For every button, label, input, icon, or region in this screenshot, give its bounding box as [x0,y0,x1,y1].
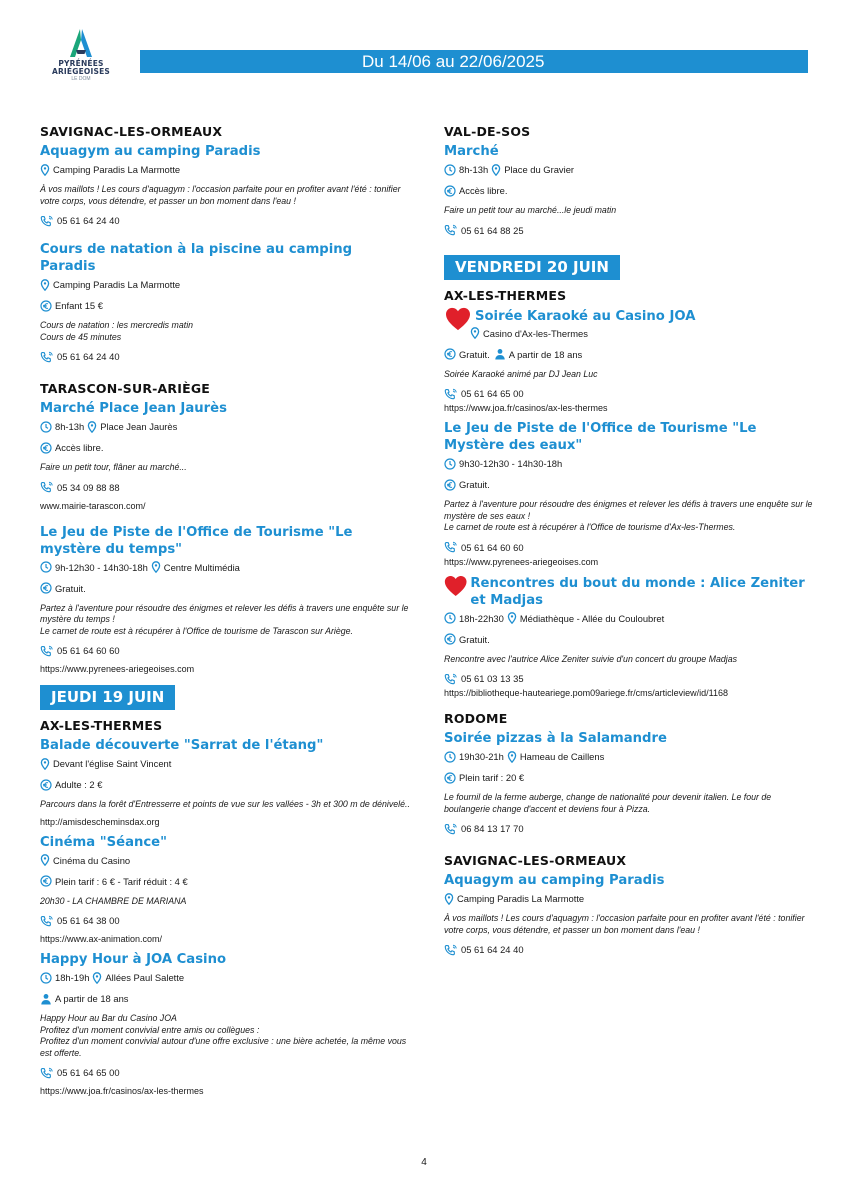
phone-icon [444,541,458,553]
event-description [40,1013,412,1059]
event-location [40,757,412,770]
event-link[interactable]: https://www.joa.fr/casinos/ax-les-thermes [40,1086,204,1096]
event-link[interactable]: http://amisdescheminsdax.org [40,816,160,827]
event-time-location [40,971,412,984]
event-title: Happy Hour à JOA Casino [40,952,227,967]
location-pin-icon [87,421,97,433]
event-description: Le fournil de la ferme auberge, change de nationalité pour devenir italien. Le four de boulangerie change d'accent et deviens four à Pizza. [444,792,772,814]
phone-text: 06 84 13 17 70 [461,823,524,834]
day-heading: JEUDI 19 JUIN [40,685,175,710]
event-link[interactable]: https://www.pyrenees-ariegeoises.com [40,664,195,674]
logo-mark-icon [67,28,95,60]
event-time [444,457,814,470]
location-pin-icon [470,327,480,339]
event-title: Cinéma "Séance" [40,834,167,850]
phone-icon [40,915,54,927]
day-heading: VENDREDI 20 JUIN [444,255,620,280]
clock-icon [444,751,456,763]
location-pin-icon [491,164,501,176]
phone-text: 05 61 64 24 40 [57,215,120,226]
phone-icon [40,215,54,227]
location-text: Place du Gravier [504,164,575,175]
phone-icon [40,351,54,363]
time-text: 18h-19h [55,972,90,983]
event-description: Faire un petit tour, flâner au marché... [40,462,187,472]
price-text: Gratuit. [459,633,490,645]
location-pin-icon [40,854,50,866]
phone-text: 05 61 64 60 60 [461,541,524,553]
event-description [40,320,412,343]
event-price-age [444,348,814,361]
event-description: Rencontre avec l'autrice Alice Zeniter suivie d'un concert du groupe Madjas [444,653,737,664]
phone-text: 05 61 64 24 40 [57,351,120,362]
description-line: Le carnet de route est à récupérer à l'Office de tourisme de Tarascon sur Ariège. [40,625,353,636]
location-pin-icon [40,164,50,176]
clock-icon [444,164,456,176]
event-location [444,892,814,905]
time-text: 9h30-12h30 - 14h30-18h [459,458,563,469]
event-title: Marché [444,144,499,159]
phone-icon [40,481,54,493]
price-text: Plein tarif : 20 € [459,772,525,783]
price-text: Plein tarif : 6 € - Tarif réduit : 4 € [55,875,188,887]
event-price [40,582,412,595]
time-text: 8h-13h [55,421,85,432]
event-price [40,441,412,454]
description-line: Le carnet de route est à récupérer à l'Office de tourisme d'Ax-les-Thermes. [444,522,736,532]
event-title: Cours de natation à la piscine au camping Paradis [40,242,353,274]
location-text: Médiathèque - Allée du Couloubret [519,612,665,624]
phone-text: 05 34 09 88 88 [57,481,120,493]
euro-icon [40,442,52,454]
event-price [40,299,412,312]
clock-icon [40,421,52,433]
clock-icon [40,972,52,984]
location-text: Devant l'église Saint Vincent [53,758,172,769]
price-text: Adulte : 2 € [55,779,103,790]
event-price [444,184,814,197]
event-title: Marché Place Jean Jaurès [40,401,227,416]
event-time-location [444,163,814,176]
date-range-banner: Du 14/06 au 22/06/2025 [140,50,808,73]
description-line: Happy Hour au Bar du Casino JOA [40,1013,177,1023]
description-line: Partez à l'aventure pour résoudre des énigmes et relever les défis à travers une enquête sur le mystère de ses eaux ! [444,499,813,521]
phone-icon [444,388,458,400]
event-title: Le Jeu de Piste de l'Office de Tourisme "Le Mystère des eaux" [444,421,757,453]
event-description [40,603,412,638]
event-price [40,875,412,888]
phone-icon [444,944,458,956]
event-title: Soirée Karaoké au Casino JOA [475,308,696,324]
description-line: Profitez d'un moment convivial entre amis ou collègues : [40,1024,260,1035]
event-price [444,771,814,784]
event-title: Balade découverte "Sarrat de l'étang" [40,738,324,753]
phone-text: 05 61 64 24 40 [461,944,524,955]
location-text: Cinéma du Casino [53,854,131,866]
event-title: Rencontres du bout du monde : Alice Zeniter et Madjas [470,575,805,608]
event-price [444,633,814,646]
heart-icon [444,574,467,598]
location-text: Casino d'Ax-les-Thermes [483,327,588,339]
location-pin-icon [40,279,50,291]
event-phone [40,350,412,363]
event-description: Parcours dans la forêt d'Entresserre et points de vue sur les vallées - 3h et 300 m de dénivelé.. [40,799,410,809]
person-icon [494,348,506,360]
right-column [444,124,814,964]
time-text: 18h-22h30 [459,612,504,624]
event-description: 20h30 - LA CHAMBRE DE MARIANA [40,895,187,906]
event-phone [40,481,412,494]
event-phone [444,943,814,956]
event-phone [444,224,814,237]
phone-text: 05 61 64 65 00 [57,1067,120,1078]
event-location [40,278,412,291]
description-line: Cours de natation : les mercredis matin [40,320,194,330]
price-text: Gratuit. [55,582,86,594]
description-line: Partez à l'aventure pour résoudre des énigmes et relever les défis à travers une enquête sur le mystère du temps ! [40,602,409,624]
euro-icon [444,479,456,491]
euro-icon [40,779,52,791]
event-title: Soirée pizzas à la Salamandre [444,731,667,746]
phone-icon [444,673,458,685]
event-description [444,499,814,534]
event-location [40,854,412,867]
town-heading: AX-LES-THERMES [444,287,567,303]
event-location [40,163,412,176]
location-text: Centre Multimédia [163,561,240,573]
phone-icon [444,823,458,835]
location-pin-icon [40,758,50,770]
event-price [40,778,412,791]
euro-icon [444,348,456,360]
phone-text: 05 61 64 60 60 [57,645,120,656]
euro-icon [444,633,456,645]
location-pin-icon [507,612,517,624]
event-phone [40,1066,412,1079]
location-text: Camping Paradis La Marmotte [53,164,181,175]
euro-icon [444,185,456,197]
event-location [444,327,814,340]
event-phone [40,914,412,927]
event-time-location [40,561,412,574]
location-text: Allées Paul Salette [105,972,185,983]
event-time-location [40,420,412,433]
clock-icon [444,612,456,624]
clock-icon [444,458,456,470]
brand-logo [46,28,116,83]
phone-text: 05 61 03 13 35 [461,673,524,684]
event-phone [444,672,814,685]
location-text: Camping Paradis La Marmotte [457,893,585,904]
price-text: Gratuit. [459,479,490,490]
event-price [444,478,814,491]
town-heading: TARASCON-SUR-ARIÈGE [40,381,211,396]
event-description: À vos maillots ! Les cours d'aquagym : l'occasion parfaite pour en profiter avant l'été : tonifier votre corps, vous détendre, et passer un bon moment dans l'eau ! [40,184,401,206]
phone-icon [40,645,54,657]
event-link[interactable]: www.mairie-tarascon.com/ [40,500,146,511]
town-heading: SAVIGNAC-LES-ORMEAUX [40,124,223,139]
price-text: Accès libre. [55,442,104,453]
event-age [40,992,412,1005]
price-text: Enfant 15 € [55,300,103,311]
phone-icon [444,224,458,236]
left-column [40,124,412,1103]
location-text: Hameau de Caillens [519,751,605,762]
event-title: Aquagym au camping Paradis [444,873,665,888]
event-description: Soirée Karaoké animé par DJ Jean Luc [444,368,598,379]
location-text: Camping Paradis La Marmotte [53,279,181,290]
location-pin-icon [507,751,517,763]
description-line: Profitez d'un moment convivial autour d'une offre exclusive : une bière achetée, la même vous est offerte. [40,1036,407,1058]
location-pin-icon [444,893,454,905]
favorite-event-title [444,574,814,612]
event-link[interactable]: https://www.ax-animation.com/ [40,934,163,944]
euro-icon [40,875,52,887]
event-time-location [444,612,814,625]
description-line: Cours de 45 minutes [40,331,122,342]
event-link[interactable]: https://www.joa.fr/casinos/ax-les-thermes [444,403,608,413]
age-text: A partir de 18 ans [508,348,583,360]
event-phone [40,214,412,227]
phone-text: 05 61 64 38 00 [57,915,120,926]
price-text: Gratuit. [459,348,490,360]
town-heading: VAL-DE-SOS [444,124,531,139]
logo-text-line3: LE DOM [71,76,91,82]
logo-text-line1: PYRÉNÉES [58,59,104,68]
time-text: 9h-12h30 - 14h30-18h [55,561,148,573]
location-pin-icon [151,561,161,573]
event-link[interactable]: https://bibliotheque-hauteariege.pom09ariege.fr/cms/articleview/id/1168 [444,688,728,698]
phone-icon [40,1067,54,1079]
event-phone [444,541,814,554]
event-title: Le Jeu de Piste de l'Office de Tourisme "Le mystère du temps" [40,524,353,557]
event-link[interactable]: https://www.pyrenees-ariegeoises.com [444,556,599,567]
town-heading: AX-LES-THERMES [40,718,163,733]
event-phone [444,387,814,400]
town-heading: RODOME [444,711,508,726]
time-text: 19h30-21h [459,751,504,762]
event-time-location [444,750,814,763]
event-description: À vos maillots ! Les cours d'aquagym : l'occasion parfaite pour en profiter avant l'été : tonifier votre corps, vous détendre, et passer un bon moment dans l'eau ! [444,913,805,935]
logo-text-line2: ARIÉGEOISES [51,67,111,76]
clock-icon [40,561,52,573]
phone-text: 05 61 64 65 00 [461,388,524,399]
phone-text: 05 61 64 88 25 [461,224,524,236]
town-heading: SAVIGNAC-LES-ORMEAUX [444,853,627,868]
heart-icon [444,307,472,331]
location-pin-icon [92,972,102,984]
euro-icon [40,300,52,312]
event-phone [40,644,412,657]
euro-icon [444,772,456,784]
event-description: Faire un petit tour au marché...le jeudi matin [444,205,617,215]
page-number: 4 [421,1157,427,1168]
event-title: Aquagym au camping Paradis [40,144,261,159]
location-text: Place Jean Jaurès [100,421,178,432]
time-text: 8h-13h [459,164,489,175]
price-text: Accès libre. [459,185,508,196]
age-text: A partir de 18 ans [55,993,129,1004]
euro-icon [40,582,52,594]
person-icon [40,993,52,1005]
event-phone [444,822,814,835]
